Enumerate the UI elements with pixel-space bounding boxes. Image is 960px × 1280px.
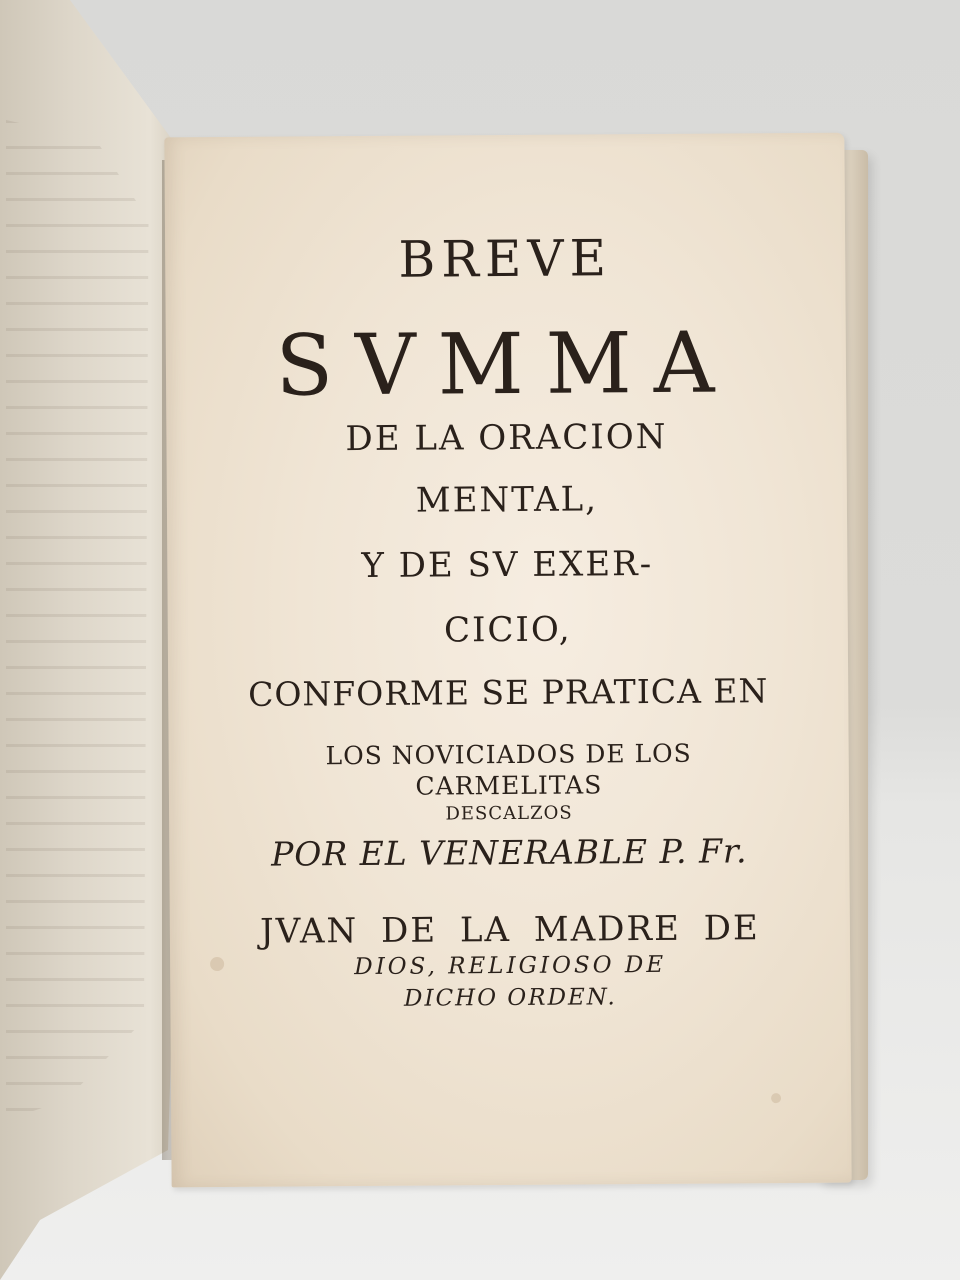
- title-line-de-la-oracion: DE LA ORACION: [345, 416, 668, 460]
- title-line-noviciados: LOS NOVICIADOS DE LOS: [325, 738, 692, 771]
- title-line-descalzos: DESCALZOS: [445, 802, 573, 825]
- foxing-spot: [771, 1093, 781, 1103]
- title-line-breve: BREVE: [398, 229, 613, 289]
- author-line-venerable: POR EL VENERABLE P. Fr.: [270, 831, 748, 874]
- author-line-orden: DICHO ORDEN.: [403, 984, 617, 1012]
- title-line-exer: Y DE SV EXER-: [361, 543, 654, 587]
- title-line-carmelitas: CARMELITAS: [415, 770, 603, 801]
- left-page-text-shadow: [6, 120, 156, 1120]
- title-line-conforme: CONFORME SE PRATICA EN: [247, 671, 769, 714]
- title-line-cicio: CICIO,: [443, 609, 572, 651]
- title-line-summa: SVMMA: [275, 313, 737, 415]
- author-line-religioso: DIOS, RELIGIOSO DE: [354, 951, 667, 981]
- title-line-mental: MENTAL,: [415, 479, 599, 521]
- author-line-juan: JVAN DE LA MADRE DE: [259, 908, 760, 952]
- title-page: [164, 133, 851, 1188]
